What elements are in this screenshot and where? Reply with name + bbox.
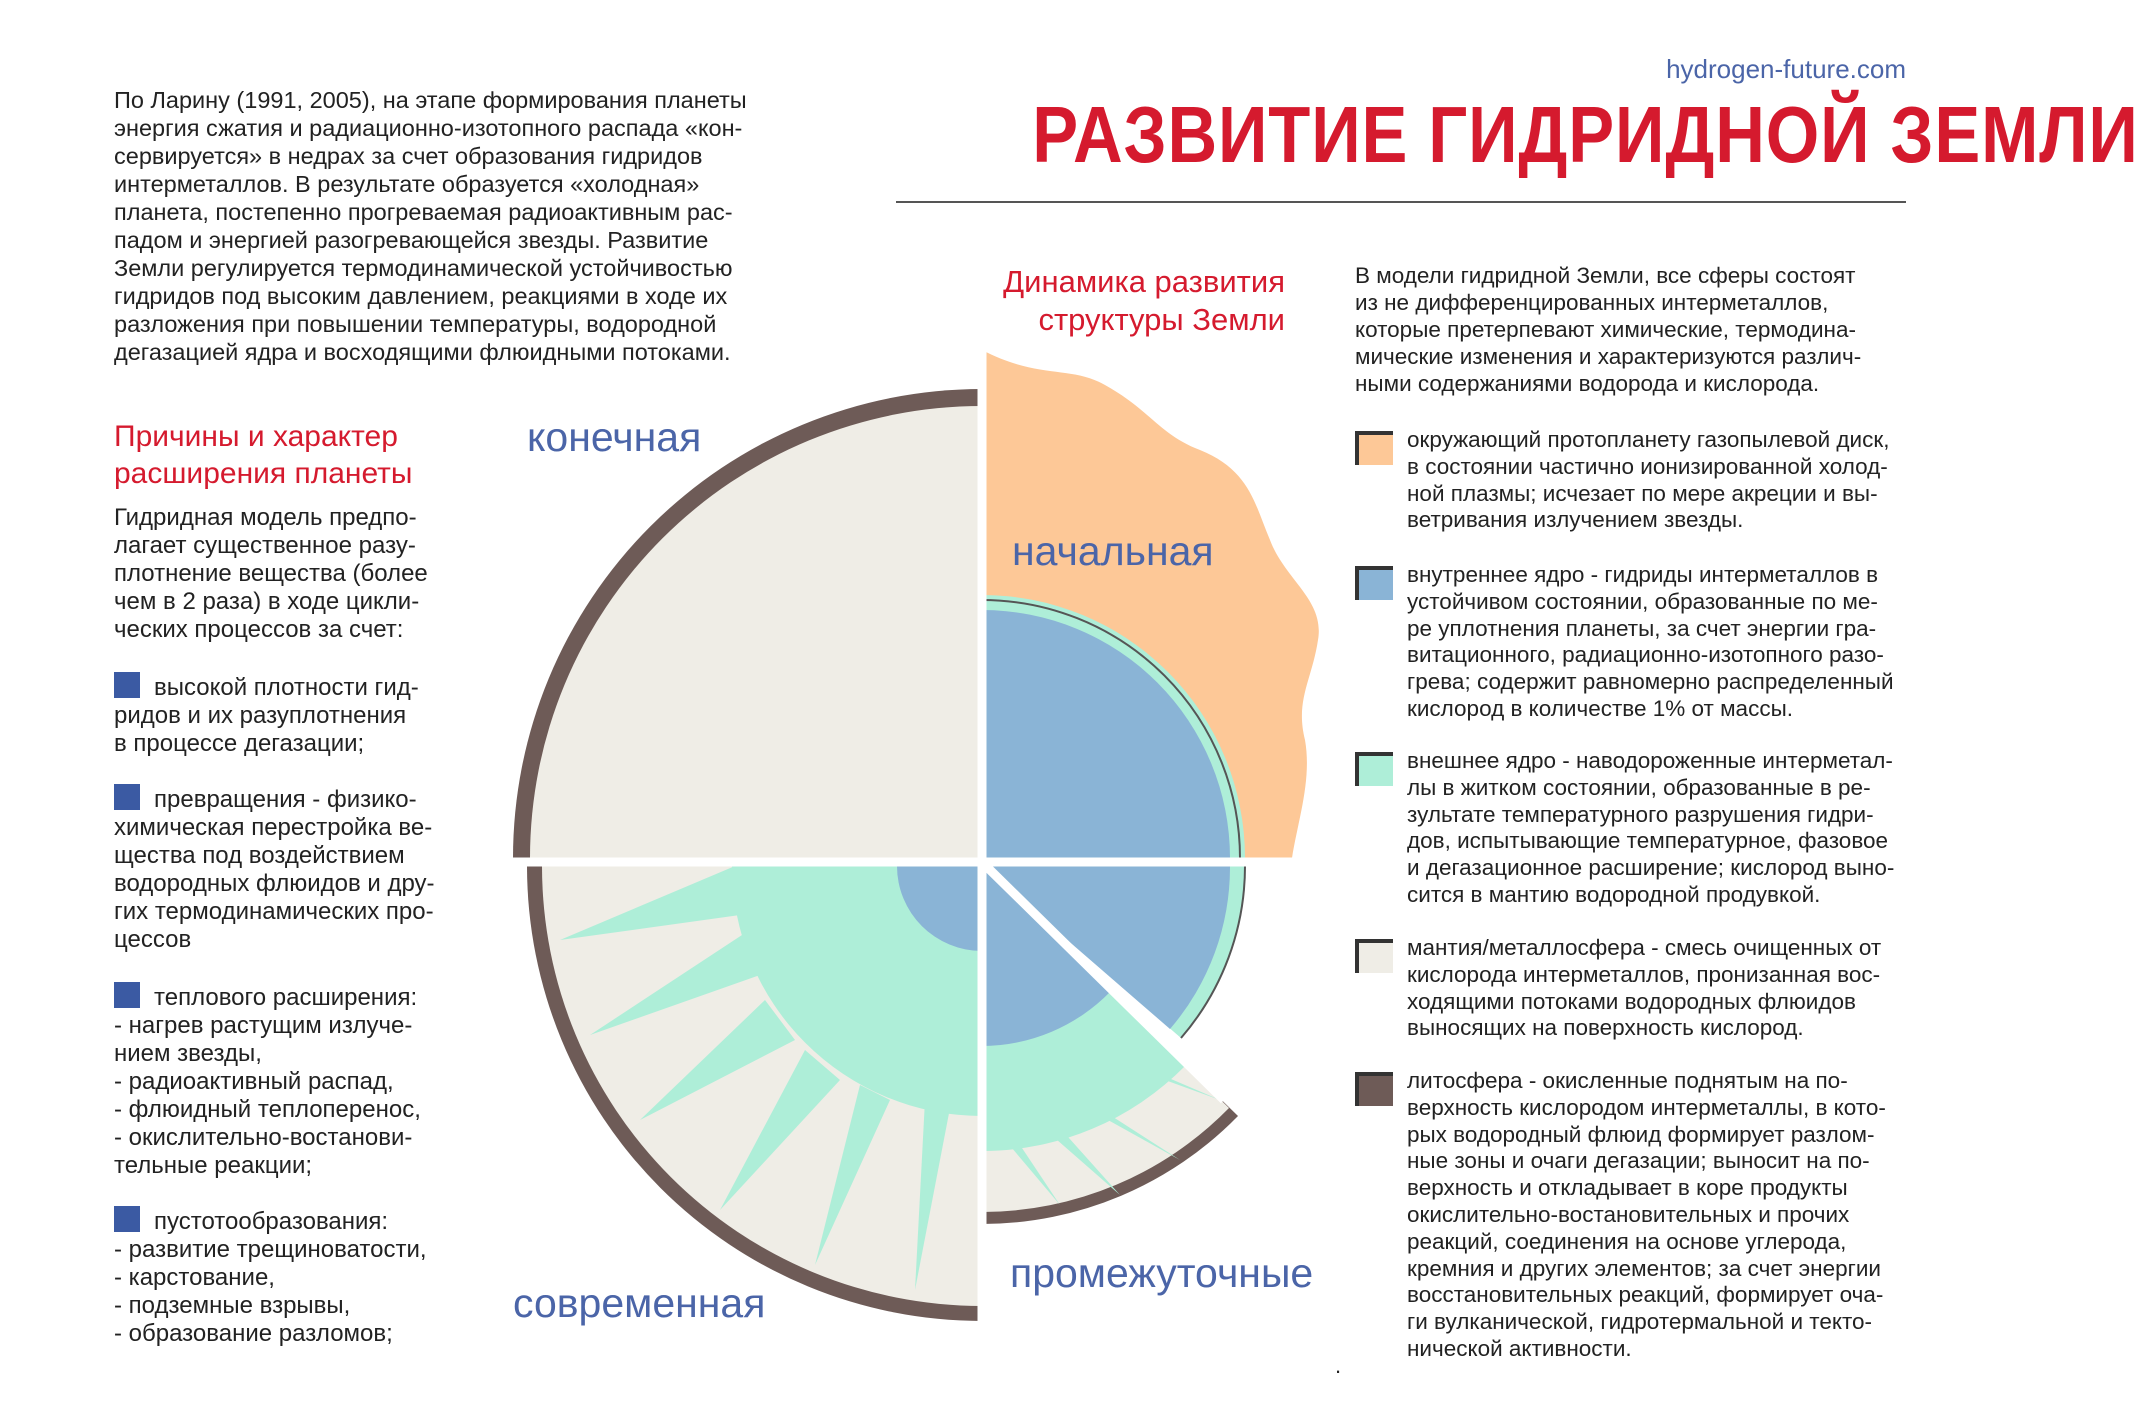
phase-label-modern: современная bbox=[513, 1280, 766, 1326]
cause-text: превращения - физико- химическая перестройка ве- щества под воздействием водородных флюидов и дру- гих термодинамических про- цессов bbox=[114, 786, 435, 953]
legend-text: внутреннее ядро - гидриды интерметаллов в устойчивом состоянии, образованные по ме- ре уплотнения планеты, за счет энергии гра- витационного, радиационно-изотопного разо- грева; содержит равномерно распределенный кислород в количестве 1% от массы. bbox=[1407, 562, 1894, 721]
legend-swatch bbox=[1355, 752, 1393, 786]
intro-paragraph: По Ларину (1991, 2005), на этапе формирования планеты энергия сжатия и радиационно-изотопного распада «кон- сервируется» в недрах за счет образования гидридов интерметаллов. В результате образуется «холодная» планета, постепенно прогреваемая радиоактивным рас- падом и энергией разогревающейся звезды. Развитие Земли регулируется термодинамической устойчивостью гидридов под высоким давлением, реакциями в ходе их разложения при повышении температуры, водородной дегазацией ядра и восходящими флюидными потоками. bbox=[114, 87, 747, 365]
legend-swatch bbox=[1355, 431, 1393, 465]
cause-item bbox=[114, 1206, 474, 1348]
earth-structure-diagram bbox=[490, 345, 1330, 1225]
cause-item bbox=[114, 784, 474, 954]
bullet-square-icon bbox=[114, 672, 140, 698]
cause-text: теплового расширения: - нагрев растущим излуче- нием звезды, - радиоактивный распад, - флюидный теплоперенос, - окислительно-востанови- тельные реакции; bbox=[114, 984, 421, 1179]
legend-text: литосфера - окисленные поднятым на по- верхность кислородом интерметаллы, в кото- рых водородный флюид формирует разлом- ные зоны и очаги дегазации; выносит на по- верхность и откладывает в коре продукты окислительно-востановительных и прочих реакций, соединения на основе углерода, кремния и других элементов; за счет энергии восстановительных реакций, формирует оча- ги вулканической, гидротермальной и текто- нической активности. bbox=[1407, 1068, 1886, 1361]
dynamics-heading: Динамика развития структуры Земли bbox=[1003, 264, 1285, 337]
legend-swatch bbox=[1355, 939, 1393, 973]
cause-item bbox=[114, 982, 474, 1180]
legend-trailing: . bbox=[1335, 1353, 1342, 1378]
page-title: РАЗВИТИЕ ГИДРИДНОЙ ЗЕМЛИ bbox=[1032, 90, 2139, 179]
bullet-square-icon bbox=[114, 982, 140, 1008]
legend-text: окружающий протопланету газопылевой диск, в состоянии частично ионизированной холод- ной плазмы; исчезает по мере акреции и вы- ветривания излучением звезды. bbox=[1407, 427, 1890, 533]
causes-heading: Причины и характер расширения планеты bbox=[114, 420, 413, 490]
legend-swatch bbox=[1355, 1072, 1393, 1106]
cause-text: пустотообразования: - развитие трещиноватости, - карстование, - подземные взрывы, - образование разломов; bbox=[114, 1208, 427, 1347]
phase-label-intermediate: промежуточные bbox=[1010, 1250, 1314, 1296]
title-divider bbox=[896, 201, 1906, 203]
site-url[interactable]: hydrogen-future.com bbox=[1666, 54, 1906, 84]
legend-text: мантия/металлосфера - смесь очищенных от кислорода интерметаллов, пронизанная вос- ходящими потоками водородных флюидов выносящих на поверхность кислород. bbox=[1407, 935, 1882, 1041]
causes-intro: Гидридная модель предпо- лагает существенное разу- плотнение вещества (более чем в 2 раза) в ходе цикли- ческих процессов за счет: bbox=[114, 504, 428, 643]
legend-swatch bbox=[1355, 566, 1393, 600]
bullet-square-icon bbox=[114, 784, 140, 810]
phase-label-initial: начальная bbox=[1012, 528, 1214, 574]
legend-intro: В модели гидридной Земли, все сферы состоят из не дифференцированных интерметаллов, которые претерпевают химические, термодина- мические изменения и характеризуются различ- ными содержаниями водорода и кислорода. bbox=[1355, 263, 1862, 396]
cause-text: высокой плотности гид- ридов и их разуплотнения в процессе дегазации; bbox=[114, 674, 419, 757]
final-mantle bbox=[530, 406, 982, 858]
cause-item bbox=[114, 672, 474, 758]
legend-text: внешнее ядро - наводороженные интерметал- лы в житком состоянии, образованные в ре- зультате температурного разрушения гидри- дов, испытывающие температурное, фазовое и дегазационное расширение; кислород выно- сится в мантию водородной продувкой. bbox=[1407, 748, 1895, 907]
phase-label-final: конечная bbox=[527, 414, 702, 460]
bullet-square-icon bbox=[114, 1206, 140, 1232]
